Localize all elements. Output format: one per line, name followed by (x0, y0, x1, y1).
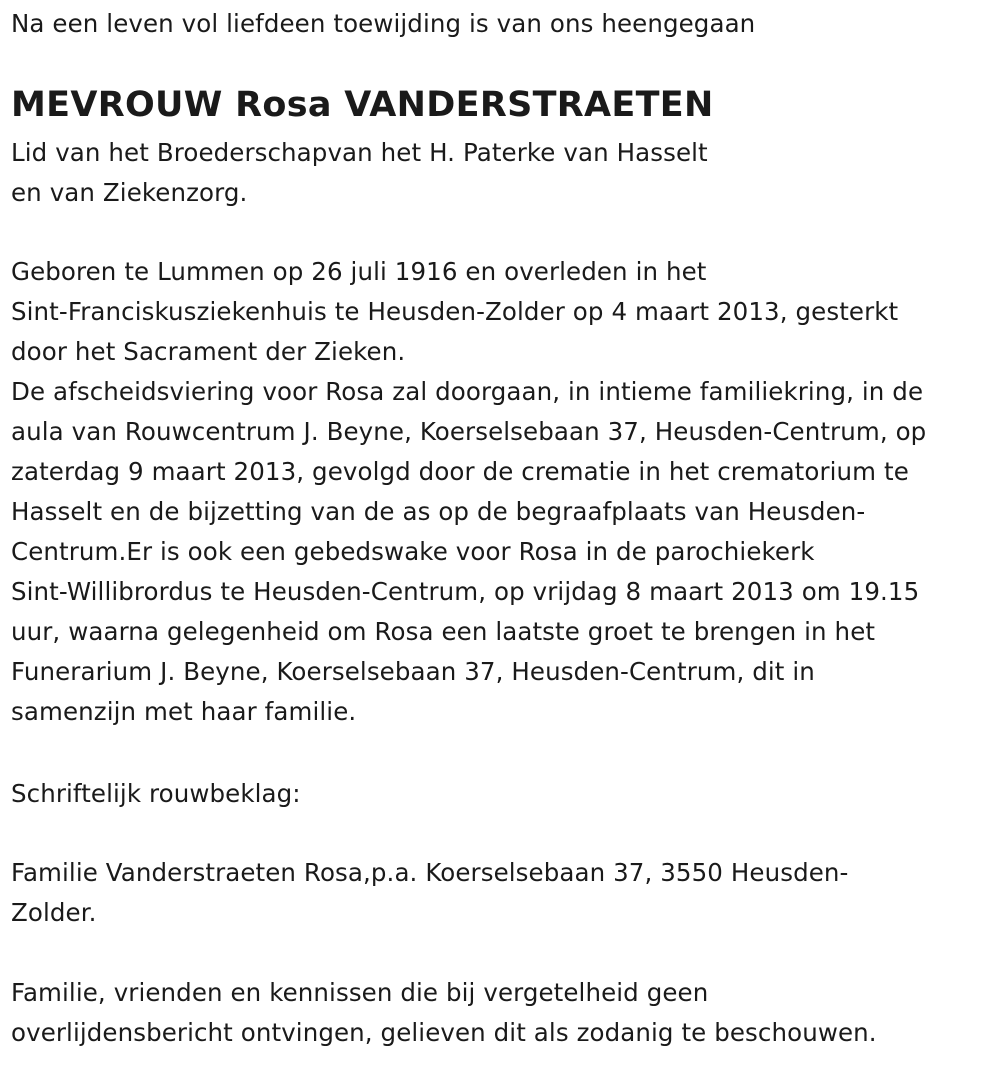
details-line: Geboren te Lummen op 26 juli 1916 en overleden in het (11, 257, 707, 286)
membership-line: en van Ziekenzorg. (11, 178, 248, 207)
details-line: Centrum.Er is ook een gebedswake voor Rosa in de parochiekerk (11, 537, 815, 566)
details-line: samenzijn met haar familie. (11, 697, 357, 726)
details-line: De afscheidsviering voor Rosa zal doorgaan, in intieme familiekring, in de (11, 377, 924, 406)
notice-line: Familie, vrienden en kennissen die bij vergetelheid geen (11, 978, 709, 1007)
deceased-name: MEVROUW Rosa VANDERSTRAETEN (11, 85, 714, 125)
details-line: Sint-Franciskusziekenhuis te Heusden-Zolder op 4 maart 2013, gesterkt (11, 297, 899, 326)
address-section (11, 853, 848, 933)
membership-line: Lid van het Broederschapvan het H. Paterke van Hasselt (11, 138, 708, 167)
address-line: Zolder. (11, 898, 97, 927)
details-line: uur, waarna gelegenheid om Rosa een laatste groet te brengen in het (11, 617, 876, 646)
membership-text (11, 133, 708, 213)
details-line: zaterdag 9 maart 2013, gevolgd door de crematie in het crematorium te (11, 457, 909, 486)
funeral-details (11, 252, 926, 732)
details-line: Hasselt en de bijzetting van de as op de begraafplaats van Heusden- (11, 497, 866, 526)
condolence-section (11, 774, 301, 814)
notice-line: overlijdensbericht ontvingen, gelieven dit als zodanig te beschouwen. (11, 1018, 877, 1047)
condolence-label: Schriftelijk rouwbeklag: (11, 779, 301, 808)
address-line: Familie Vanderstraeten Rosa,p.a. Koerselsebaan 37, 3550 Heusden- (11, 858, 849, 887)
closing-notice (11, 973, 877, 1053)
details-line: Sint-Willibrordus te Heusden-Centrum, op vrijdag 8 maart 2013 om 19.15 (11, 577, 920, 606)
intro-text: Na een leven vol liefdeen toewijding is van ons heengegaan (11, 9, 756, 38)
details-line: aula van Rouwcentrum J. Beyne, Koerselsebaan 37, Heusden-Centrum, op (11, 417, 927, 446)
details-line: Funerarium J. Beyne, Koerselsebaan 37, Heusden-Centrum, dit in (11, 657, 815, 686)
details-line: door het Sacrament der Zieken. (11, 337, 406, 366)
